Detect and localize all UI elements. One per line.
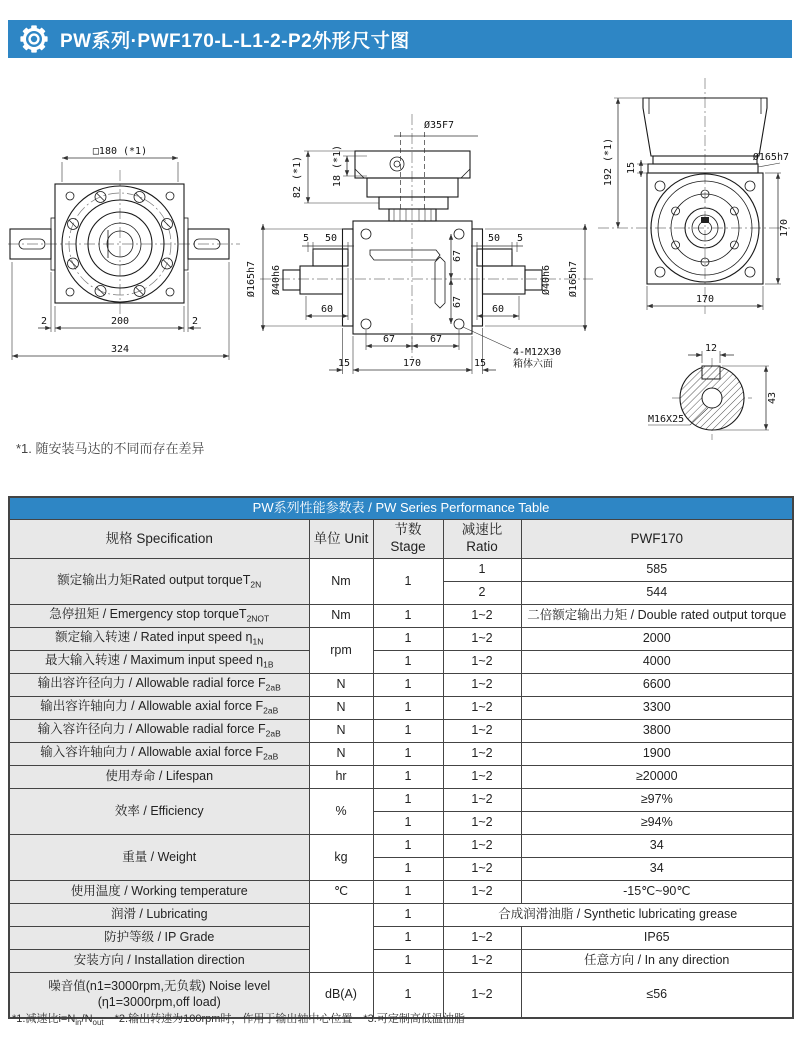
table-cell: 34	[521, 858, 793, 881]
table-cell: 1~2	[443, 743, 521, 766]
table-cell: 额定输出力矩Rated output torqueT$_{2N}$	[9, 559, 309, 605]
table-cell: 重量 / Weight	[9, 835, 309, 881]
table-header-cell: 减速比 Ratio	[443, 520, 521, 559]
title-bar	[8, 20, 792, 58]
dim-label-165h7-left: Ø165h7	[246, 260, 257, 298]
table-cell: 效率 / Efficiency	[9, 789, 309, 835]
table-cell: 1	[373, 766, 443, 789]
table-cell: 544	[521, 582, 793, 605]
dim-label-15-br: 15	[473, 358, 487, 369]
table-cell: 1	[373, 927, 443, 950]
dim-label-15-spigot: 15	[626, 161, 637, 175]
table-cell: 1	[373, 789, 443, 812]
callout-bolt-faces: 箱体六面	[513, 359, 553, 370]
table-cell: ≥20000	[521, 766, 793, 789]
table-cell: 1~2	[443, 674, 521, 697]
table-cell: 输入容许轴向力 / Allowable axial force $F_{2aB}$	[9, 743, 309, 766]
table-cell: 1~2	[443, 950, 521, 973]
table-cell: 额定输入转速 / Rated input speed $\eta_{1N}$	[9, 628, 309, 651]
table-cell: 3300	[521, 697, 793, 720]
table-cell: 1~2	[443, 973, 521, 1019]
side-view	[245, 114, 593, 374]
gear-icon	[18, 23, 50, 55]
table-cell: N	[309, 743, 373, 766]
table-cell: 2000	[521, 628, 793, 651]
shaft-section-view	[648, 343, 778, 440]
table-cell: kg	[309, 835, 373, 881]
table-cell: 1~2	[443, 858, 521, 881]
dim-label-18: 18 (*1)	[332, 144, 343, 188]
dim-label-67-b2: 67	[429, 334, 443, 345]
table-cell: 1~2	[443, 812, 521, 835]
table-cell: 1	[373, 973, 443, 1019]
table-cell: N	[309, 720, 373, 743]
table-cell: 输入容许径向力 / Allowable radial force $F_{2aB}$	[9, 720, 309, 743]
dim-label-50-left: 50	[324, 233, 338, 244]
dim-label-12: 12	[704, 343, 718, 354]
table-header-cell: 节数 Stage	[373, 520, 443, 559]
table-header-cell: PWF170	[521, 520, 793, 559]
table-cell: 3800	[521, 720, 793, 743]
dim-label-200: 200	[110, 316, 130, 327]
table-cell: 1~2	[443, 835, 521, 858]
table-cell: 1~2	[443, 881, 521, 904]
dim-label-m16x25: M16X25	[648, 414, 685, 425]
table-cell: ≥97%	[521, 789, 793, 812]
table-cell: -15℃~90℃	[521, 881, 793, 904]
table-cell: 1~2	[443, 628, 521, 651]
table-cell: 1~2	[443, 789, 521, 812]
dim-label-40h6-left: Ø40h6	[271, 264, 282, 296]
table-cell: N	[309, 697, 373, 720]
table-cell: IP65	[521, 927, 793, 950]
table-cell: 1	[373, 697, 443, 720]
table-cell: 1900	[521, 743, 793, 766]
table-cell: 1	[443, 559, 521, 582]
table-header-cell: 单位 Unit	[309, 520, 373, 559]
table-cell: Nm	[309, 559, 373, 605]
table-cell: 二倍额定输出力矩 / Double rated output torque	[521, 605, 793, 628]
front-view	[8, 146, 240, 360]
dim-label-5-left: 5	[302, 233, 310, 244]
table-cell: hr	[309, 766, 373, 789]
table-cell: 1~2	[443, 927, 521, 950]
table-cell: 1	[373, 628, 443, 651]
table-cell: 1~2	[443, 651, 521, 674]
table-cell: ℃	[309, 881, 373, 904]
drawing-footnote: *1. 随安装马达的不同而存在差异	[16, 441, 205, 456]
table-cell: 1	[373, 881, 443, 904]
table-cell: 2	[443, 582, 521, 605]
dim-label-60-left: 60	[320, 304, 334, 315]
table-cell: Nm	[309, 605, 373, 628]
table-cell: 1	[373, 904, 443, 927]
table-cell: 防护等级 / IP Grade	[9, 927, 309, 950]
table-header-cell: 规格 Specification	[9, 520, 309, 559]
table-cell: ≤56	[521, 973, 793, 1019]
dim-label-324: 324	[110, 344, 130, 355]
dim-label-170-b: 170	[402, 358, 422, 369]
page-title: PW系列·PWF170-L-L1-2-P2外形尺寸图	[60, 30, 410, 52]
table-cell: 合成润滑油脂 / Synthetic lubricating grease	[443, 904, 793, 927]
dim-label-60-right: 60	[491, 304, 505, 315]
table-cell: 6600	[521, 674, 793, 697]
table-cell: 1	[373, 812, 443, 835]
table-cell: 1	[373, 674, 443, 697]
performance-table	[8, 496, 794, 1019]
dim-label-35f7: Ø35F7	[423, 120, 455, 131]
dim-label-5-right: 5	[516, 233, 524, 244]
table-cell: 4000	[521, 651, 793, 674]
table-cell: 1	[373, 605, 443, 628]
dim-label-2-right: 2	[191, 316, 199, 327]
table-cell: ≥94%	[521, 812, 793, 835]
table-cell: 输出容许轴向力 / Allowable axial force $F_{2aB}$	[9, 697, 309, 720]
table-cell: N	[309, 674, 373, 697]
dim-label-67-v2: 67	[452, 295, 463, 309]
dimension-drawings	[8, 66, 792, 458]
table-cell: 任意方向 / In any direction	[521, 950, 793, 973]
table-cell	[309, 904, 373, 973]
table-cell: 1	[373, 743, 443, 766]
table-cell: 使用温度 / Working temperature	[9, 881, 309, 904]
dim-label-165h7-right: Ø165h7	[568, 260, 579, 298]
table-cell: 噪音值(n1=3000rpm,无负载) Noise level (η1=3000rpm,off load)	[9, 973, 309, 1019]
performance-table-wrap	[8, 496, 792, 1019]
table-footnote: *1.减速比$i=N_{in}/N_{out}$ *2.输出转速为100rpm时，作用于输出轴中心位置 *3.可定制高低温油脂	[12, 1013, 465, 1028]
dim-label-2-left: 2	[40, 316, 48, 327]
dim-label-40h6-right: Ø40h6	[541, 264, 552, 296]
dim-label-82: 82 (*1)	[292, 155, 303, 199]
table-cell: 1	[373, 651, 443, 674]
dim-label-67-b1: 67	[382, 334, 396, 345]
table-cell: dB(A)	[309, 973, 373, 1019]
dim-label-170-bottom: 170	[695, 294, 715, 305]
dim-label-170-right: 170	[779, 218, 790, 238]
dim-label-180: □180 (*1)	[92, 146, 148, 157]
table-cell: 1	[373, 559, 443, 605]
dim-label-15-bl: 15	[337, 358, 351, 369]
output-face-view	[598, 78, 790, 314]
dim-label-67-v1: 67	[452, 249, 463, 263]
table-cell: 1	[373, 950, 443, 973]
table-cell: %	[309, 789, 373, 835]
table-cell: 1~2	[443, 697, 521, 720]
table-cell: 安装方向 / Installation direction	[9, 950, 309, 973]
table-cell: rpm	[309, 628, 373, 674]
dim-label-192: 192 (*1)	[603, 137, 614, 187]
table-cell: 最大输入转速 / Maximum input speed $\eta_{1B}$	[9, 651, 309, 674]
table-cell: 1~2	[443, 605, 521, 628]
table-cell: 34	[521, 835, 793, 858]
table-cell: 急停扭矩 / Emergency stop torqueT$_{2NOT}$	[9, 605, 309, 628]
table-cell: 585	[521, 559, 793, 582]
table-cell: 输出容许径向力 / Allowable radial force $F_{2aB}$	[9, 674, 309, 697]
dim-label-43: 43	[767, 391, 778, 405]
table-cell: 1	[373, 720, 443, 743]
table-cell: 使用寿命 / Lifespan	[9, 766, 309, 789]
dim-label-50-right: 50	[487, 233, 501, 244]
dim-label-165h7-top: Ø165h7	[752, 152, 789, 163]
table-cell: 润滑 / Lubricating	[9, 904, 309, 927]
callout-bolt-spec: 4-M12X30	[513, 347, 562, 358]
table-title: PW系列性能参数表 / PW Series Performance Table	[9, 497, 793, 520]
table-cell: 1~2	[443, 766, 521, 789]
table-cell: 1	[373, 858, 443, 881]
table-cell: 1	[373, 835, 443, 858]
table-cell: 1~2	[443, 720, 521, 743]
